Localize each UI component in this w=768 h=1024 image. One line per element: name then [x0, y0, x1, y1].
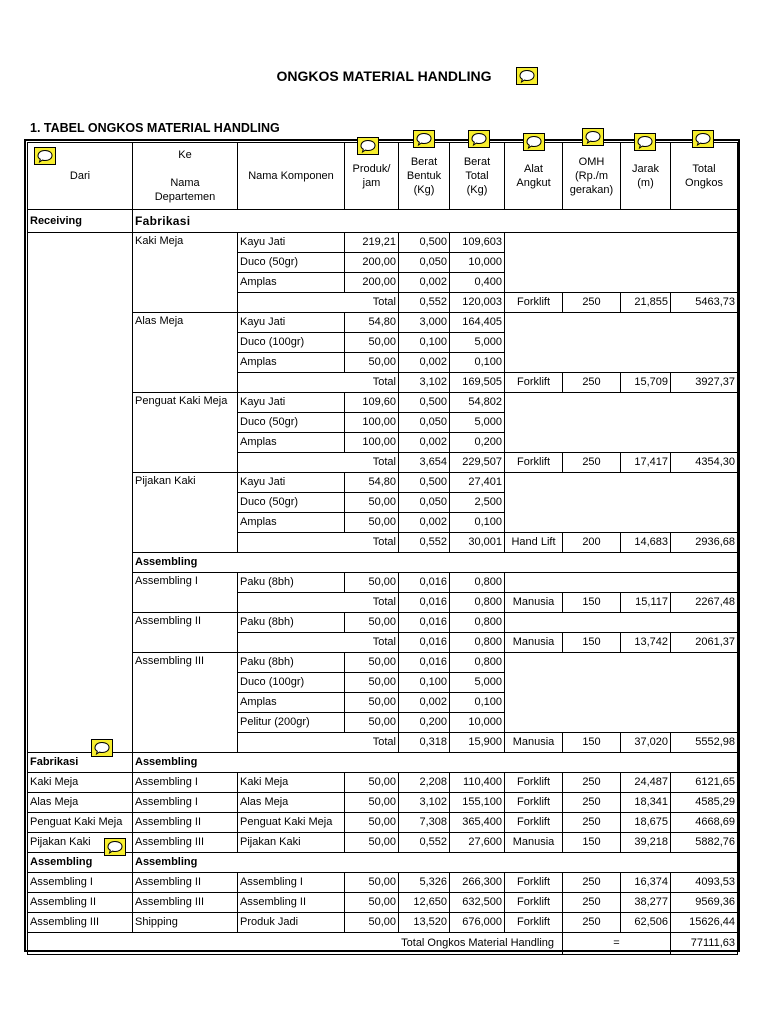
table-cell: 250	[563, 813, 621, 833]
komponen-cell: Duco (100gr)	[238, 673, 345, 693]
berat-total-cell: 15,900	[450, 733, 505, 753]
section-row	[28, 753, 738, 773]
section-dari: Assembling	[28, 853, 133, 873]
table-cell: 4668,69	[671, 813, 738, 833]
empty-cell	[505, 653, 738, 733]
komponen-cell: Kayu Jati	[238, 233, 345, 253]
table-cell: 266,300	[450, 873, 505, 893]
komponen-cell: Amplas	[238, 353, 345, 373]
table-cell: 5882,76	[671, 833, 738, 853]
produk-cell: 50,00	[345, 613, 399, 633]
komponen-cell: Paku (8bh)	[238, 613, 345, 633]
komponen-cell: Duco (50gr)	[238, 413, 345, 433]
berat-total-cell: 0,800	[450, 653, 505, 673]
table-cell: Penguat Kaki Meja	[238, 813, 345, 833]
section-ke: Assembling	[133, 753, 738, 773]
berat-bentuk-cell: 0,002	[399, 353, 450, 373]
table-cell: 4093,53	[671, 873, 738, 893]
berat-total-cell: 109,603	[450, 233, 505, 253]
berat-total-cell: 164,405	[450, 313, 505, 333]
table-cell: 676,000	[450, 913, 505, 933]
berat-bentuk-cell: 3,000	[399, 313, 450, 333]
alat-angkut-cell: Manusia	[505, 593, 563, 613]
berat-bentuk-cell: 0,100	[399, 673, 450, 693]
table-row	[28, 573, 738, 593]
grand-total-row	[28, 933, 738, 955]
total-ongkos-cell: 4354,30	[671, 453, 738, 473]
table-row	[28, 393, 738, 413]
table-cell: Assembling II	[133, 813, 238, 833]
jarak-cell: 13,742	[621, 633, 671, 653]
ke-cell: Assembling II	[133, 613, 238, 653]
table-cell: Forklift	[505, 873, 563, 893]
table-caption: 1. TABEL ONGKOS MATERIAL HANDLING	[30, 121, 280, 135]
berat-bentuk-cell: 0,050	[399, 493, 450, 513]
komponen-cell: Kayu Jati	[238, 313, 345, 333]
total-label: Total	[238, 593, 399, 613]
table-row	[28, 793, 738, 813]
comment-note-icon[interactable]	[516, 67, 538, 85]
comment-note-icon[interactable]	[91, 739, 113, 757]
omh-cell: 150	[563, 633, 621, 653]
table-cell: 6121,65	[671, 773, 738, 793]
ke-cell: Pijakan Kaki	[133, 473, 238, 553]
berat-total-cell: 0,100	[450, 513, 505, 533]
table-cell: 632,500	[450, 893, 505, 913]
table-cell: 15626,44	[671, 913, 738, 933]
komponen-cell: Duco (50gr)	[238, 493, 345, 513]
alat-angkut-cell: Forklift	[505, 373, 563, 393]
produk-cell: 200,00	[345, 273, 399, 293]
table-cell: 4585,29	[671, 793, 738, 813]
omh-cell: 250	[563, 373, 621, 393]
table-cell: Assembling III	[133, 833, 238, 853]
table-cell: Pijakan Kaki	[238, 833, 345, 853]
jarak-cell: 15,117	[621, 593, 671, 613]
empty-cell	[505, 573, 738, 593]
table-cell: 150	[563, 833, 621, 853]
berat-bentuk-cell: 0,500	[399, 473, 450, 493]
komponen-cell: Amplas	[238, 693, 345, 713]
komponen-cell: Duco (100gr)	[238, 333, 345, 353]
produk-cell: 100,00	[345, 413, 399, 433]
berat-bentuk-cell: 0,100	[399, 333, 450, 353]
table-cell: 3,102	[399, 793, 450, 813]
berat-bentuk-cell: 0,016	[399, 593, 450, 613]
table-cell: 250	[563, 793, 621, 813]
komponen-cell: Pelitur (200gr)	[238, 713, 345, 733]
header-total-ongkos: Total Ongkos	[671, 143, 738, 210]
berat-bentuk-cell: 0,002	[399, 273, 450, 293]
table-cell: 5,326	[399, 873, 450, 893]
table-cell: Assembling I	[133, 773, 238, 793]
produk-cell: 50,00	[345, 333, 399, 353]
berat-total-cell: 0,800	[450, 573, 505, 593]
berat-bentuk-cell: 0,002	[399, 693, 450, 713]
produk-cell: 50,00	[345, 693, 399, 713]
berat-total-cell: 27,401	[450, 473, 505, 493]
berat-bentuk-cell: 0,552	[399, 533, 450, 553]
table-cell: Produk Jadi	[238, 913, 345, 933]
table-row	[28, 233, 738, 253]
comment-note-icon[interactable]	[413, 130, 435, 148]
berat-bentuk-cell: 0,318	[399, 733, 450, 753]
table-row	[28, 653, 738, 673]
header-omh: OMH (Rp./m gerakan)	[563, 143, 621, 210]
header-alat-angkut: Alat Angkut	[505, 143, 563, 210]
jarak-cell: 14,683	[621, 533, 671, 553]
berat-bentuk-cell: 0,002	[399, 433, 450, 453]
table-row	[28, 313, 738, 333]
total-label: Total	[238, 373, 399, 393]
table-cell: Assembling I	[28, 873, 133, 893]
komponen-cell: Duco (50gr)	[238, 253, 345, 273]
table-cell: 18,675	[621, 813, 671, 833]
produk-cell: 109,60	[345, 393, 399, 413]
table-cell: Alas Meja	[28, 793, 133, 813]
produk-cell: 50,00	[345, 493, 399, 513]
table-cell: 250	[563, 773, 621, 793]
comment-note-icon[interactable]	[582, 128, 604, 146]
header-jarak: Jarak (m)	[621, 143, 671, 210]
produk-cell: 100,00	[345, 433, 399, 453]
header-ke: Ke Nama Departemen	[133, 143, 238, 210]
table-row	[28, 613, 738, 633]
omh-cell: 200	[563, 533, 621, 553]
table-cell: Kaki Meja	[28, 773, 133, 793]
section-row	[28, 210, 738, 233]
berat-total-cell: 10,000	[450, 713, 505, 733]
header-berat-total: Berat Total (Kg)	[450, 143, 505, 210]
alat-angkut-cell: Manusia	[505, 633, 563, 653]
jarak-cell: 15,709	[621, 373, 671, 393]
alat-angkut-cell: Manusia	[505, 733, 563, 753]
berat-bentuk-cell: 0,200	[399, 713, 450, 733]
produk-cell: 50,00	[345, 513, 399, 533]
berat-total-cell: 0,800	[450, 633, 505, 653]
table-cell: 50,00	[345, 793, 399, 813]
subsection-label: Assembling	[133, 553, 738, 573]
table-cell: 50,00	[345, 873, 399, 893]
table-cell: 110,400	[450, 773, 505, 793]
komponen-cell: Paku (8bh)	[238, 653, 345, 673]
table-cell: 2,208	[399, 773, 450, 793]
omh-cell: 250	[563, 293, 621, 313]
table-cell: 13,520	[399, 913, 450, 933]
header-nama-komponen: Nama Komponen	[238, 143, 345, 210]
jarak-cell: 21,855	[621, 293, 671, 313]
header-row	[28, 143, 738, 210]
table-cell: Assembling I	[133, 793, 238, 813]
berat-total-cell: 54,802	[450, 393, 505, 413]
table-cell: 50,00	[345, 773, 399, 793]
berat-bentuk-cell: 0,500	[399, 393, 450, 413]
table-row	[28, 473, 738, 493]
total-label: Total	[238, 733, 399, 753]
table-cell: 250	[563, 913, 621, 933]
total-label: Total	[238, 533, 399, 553]
produk-cell: 54,80	[345, 473, 399, 493]
table-cell: 250	[563, 873, 621, 893]
section-dari: Fabrikasi	[28, 753, 133, 773]
berat-total-cell: 5,000	[450, 413, 505, 433]
berat-total-cell: 5,000	[450, 333, 505, 353]
berat-total-cell: 2,500	[450, 493, 505, 513]
total-ongkos-cell: 2267,48	[671, 593, 738, 613]
empty-cell	[505, 393, 738, 453]
table-cell: 27,600	[450, 833, 505, 853]
header-produk-jam: Produk/ jam	[345, 143, 399, 210]
table-cell: 12,650	[399, 893, 450, 913]
section-row	[28, 853, 738, 873]
table-cell: 365,400	[450, 813, 505, 833]
berat-bentuk-cell: 0,016	[399, 653, 450, 673]
berat-total-cell: 0,400	[450, 273, 505, 293]
komponen-cell: Amplas	[238, 273, 345, 293]
berat-total-cell: 229,507	[450, 453, 505, 473]
omh-cell: 250	[563, 453, 621, 473]
produk-cell: 50,00	[345, 673, 399, 693]
total-ongkos-cell: 2936,68	[671, 533, 738, 553]
table-cell: 16,374	[621, 873, 671, 893]
comment-note-icon[interactable]	[692, 130, 714, 148]
berat-total-cell: 120,003	[450, 293, 505, 313]
table-cell: Assembling II	[133, 873, 238, 893]
subsection-row	[28, 553, 738, 573]
table-cell: 62,506	[621, 913, 671, 933]
comment-note-icon[interactable]	[104, 838, 126, 856]
table-row	[28, 813, 738, 833]
table-cell: 50,00	[345, 833, 399, 853]
table-cell: Forklift	[505, 793, 563, 813]
berat-bentuk-cell: 3,102	[399, 373, 450, 393]
berat-bentuk-cell: 0,016	[399, 573, 450, 593]
jarak-cell: 37,020	[621, 733, 671, 753]
table-cell: Forklift	[505, 893, 563, 913]
total-ongkos-cell: 5552,98	[671, 733, 738, 753]
table-cell: Pijakan Kaki	[28, 833, 133, 853]
omh-cell: 150	[563, 733, 621, 753]
produk-cell: 54,80	[345, 313, 399, 333]
table-cell: Alas Meja	[238, 793, 345, 813]
total-label: Total	[238, 453, 399, 473]
produk-cell: 50,00	[345, 653, 399, 673]
table-cell: 250	[563, 893, 621, 913]
berat-bentuk-cell: 0,002	[399, 513, 450, 533]
table-cell: Assembling II	[238, 893, 345, 913]
table-cell: Assembling III	[28, 913, 133, 933]
produk-cell: 200,00	[345, 253, 399, 273]
berat-bentuk-cell: 0,552	[399, 293, 450, 313]
produk-cell: 50,00	[345, 713, 399, 733]
berat-total-cell: 30,001	[450, 533, 505, 553]
table-cell: Assembling II	[28, 893, 133, 913]
table-row	[28, 873, 738, 893]
alat-angkut-cell: Forklift	[505, 293, 563, 313]
table-cell: 38,277	[621, 893, 671, 913]
table-cell: Forklift	[505, 773, 563, 793]
comment-note-icon[interactable]	[634, 133, 656, 151]
table-cell: Assembling I	[238, 873, 345, 893]
page-title: ONGKOS MATERIAL HANDLING	[276, 68, 492, 84]
table-row	[28, 893, 738, 913]
comment-note-icon[interactable]	[34, 147, 56, 165]
section-ke: Fabrikasi	[133, 210, 738, 233]
table-row	[28, 913, 738, 933]
empty-cell	[505, 473, 738, 533]
komponen-cell: Kayu Jati	[238, 473, 345, 493]
berat-total-cell: 5,000	[450, 673, 505, 693]
total-label: Total	[238, 633, 399, 653]
berat-bentuk-cell: 0,016	[399, 613, 450, 633]
table-cell: Shipping	[133, 913, 238, 933]
produk-cell: 50,00	[345, 573, 399, 593]
berat-total-cell: 0,100	[450, 693, 505, 713]
ke-cell: Penguat Kaki Meja	[133, 393, 238, 473]
berat-total-cell: 0,200	[450, 433, 505, 453]
table-cell: 9569,36	[671, 893, 738, 913]
section-ke: Assembling	[133, 853, 738, 873]
table-cell: 50,00	[345, 813, 399, 833]
table-row	[28, 833, 738, 853]
header-dari: Dari	[28, 143, 133, 210]
total-label: Total	[238, 293, 399, 313]
berat-bentuk-cell: 3,654	[399, 453, 450, 473]
empty-cell	[505, 613, 738, 633]
jarak-cell: 17,417	[621, 453, 671, 473]
komponen-cell: Amplas	[238, 513, 345, 533]
komponen-cell: Amplas	[238, 433, 345, 453]
ke-cell: Assembling I	[133, 573, 238, 613]
header-berat-bentuk: Berat Bentuk (Kg)	[399, 143, 450, 210]
total-ongkos-cell: 3927,37	[671, 373, 738, 393]
ke-cell: Assembling III	[133, 653, 238, 753]
produk-cell: 50,00	[345, 353, 399, 373]
equals-sign: =	[563, 933, 671, 955]
berat-total-cell: 0,800	[450, 613, 505, 633]
empty-cell	[505, 233, 738, 293]
table-cell: Manusia	[505, 833, 563, 853]
berat-total-cell: 169,505	[450, 373, 505, 393]
berat-bentuk-cell: 0,016	[399, 633, 450, 653]
material-handling-table	[27, 142, 738, 955]
table-cell: Kaki Meja	[238, 773, 345, 793]
empty-cell	[505, 313, 738, 373]
table-cell: 50,00	[345, 913, 399, 933]
alat-angkut-cell: Hand Lift	[505, 533, 563, 553]
table-cell: 155,100	[450, 793, 505, 813]
table-row	[28, 773, 738, 793]
section-dari: Receiving	[28, 210, 133, 233]
omh-cell: 150	[563, 593, 621, 613]
table-cell: 50,00	[345, 893, 399, 913]
total-ongkos-cell: 2061,37	[671, 633, 738, 653]
berat-total-cell: 0,100	[450, 353, 505, 373]
table-cell: 0,552	[399, 833, 450, 853]
berat-bentuk-cell: 0,500	[399, 233, 450, 253]
grand-total-label: Total Ongkos Material Handling	[28, 933, 563, 955]
komponen-cell: Paku (8bh)	[238, 573, 345, 593]
comment-note-icon[interactable]	[468, 130, 490, 148]
ke-cell: Kaki Meja	[133, 233, 238, 313]
table-cell: 24,487	[621, 773, 671, 793]
produk-cell: 219,21	[345, 233, 399, 253]
berat-bentuk-cell: 0,050	[399, 413, 450, 433]
berat-total-cell: 0,800	[450, 593, 505, 613]
berat-total-cell: 10,000	[450, 253, 505, 273]
table-cell: 7,308	[399, 813, 450, 833]
alat-angkut-cell: Forklift	[505, 453, 563, 473]
table-cell: Penguat Kaki Meja	[28, 813, 133, 833]
ke-cell: Alas Meja	[133, 313, 238, 393]
komponen-cell: Kayu Jati	[238, 393, 345, 413]
table-cell: 39,218	[621, 833, 671, 853]
table-cell: Assembling III	[133, 893, 238, 913]
table-cell: 18,341	[621, 793, 671, 813]
comment-note-icon[interactable]	[357, 137, 379, 155]
comment-note-icon[interactable]	[523, 133, 545, 151]
table-cell: Forklift	[505, 913, 563, 933]
table-cell: Forklift	[505, 813, 563, 833]
grand-total-value: 77111,63	[671, 933, 738, 955]
berat-bentuk-cell: 0,050	[399, 253, 450, 273]
empty-dari-cell	[28, 233, 133, 753]
total-ongkos-cell: 5463,73	[671, 293, 738, 313]
